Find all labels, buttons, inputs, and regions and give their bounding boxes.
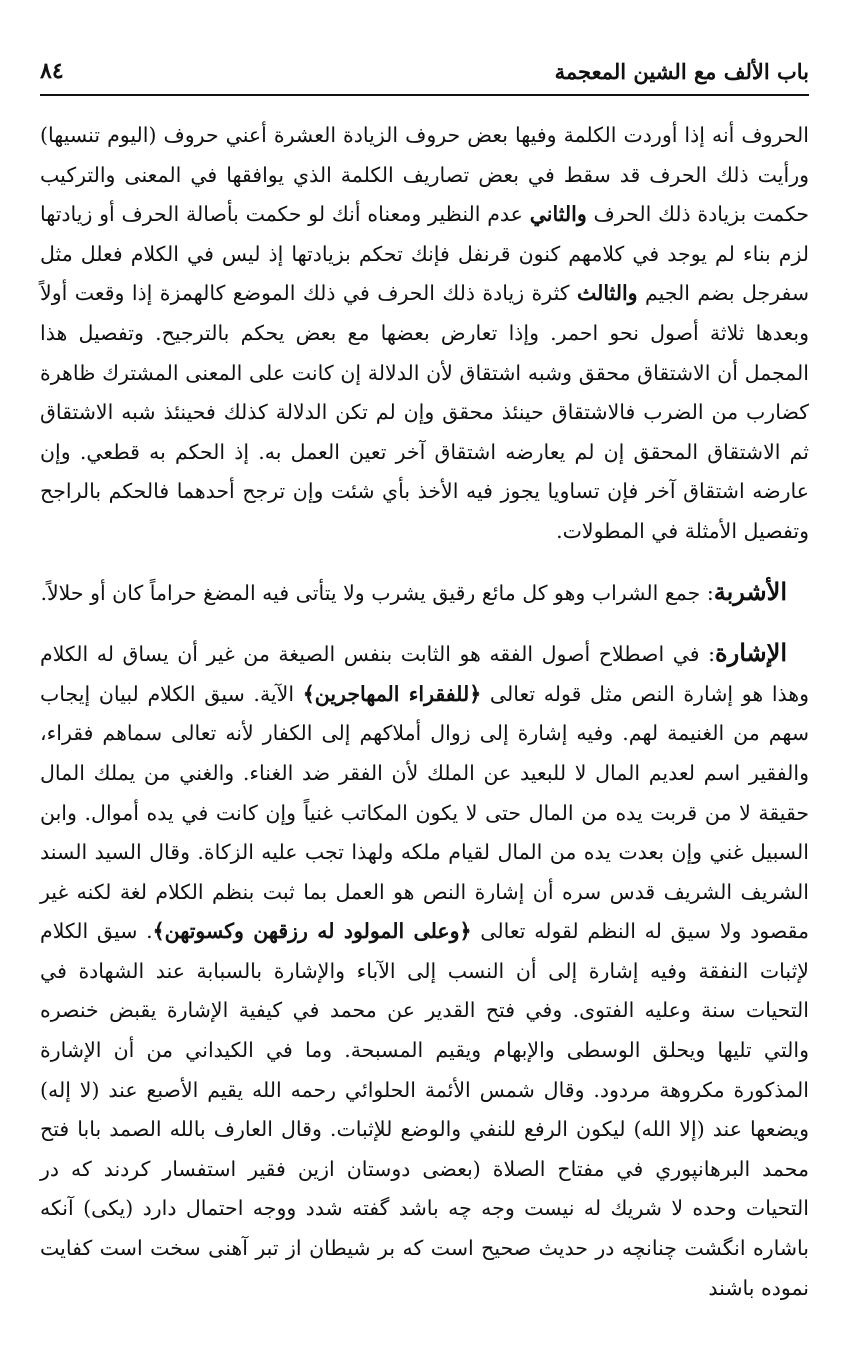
entry-text: : جمع الشراب وهو كل مائع رقيق يشرب ولا يتأتى فيه المضغ حراماً كان أو حلالاً. <box>40 580 714 605</box>
entry-text: . سيق الكلام لإثبات النفقة وفيه إشارة إلى أن النسب إلى الآباء والإشارة بالسبابة عند الشهادة في التحيات سنة وعليه الفتوى. وفي فتح القدير عن محمد في كيفية الإشارة يقبض خنصره والتي تليها ويحلق الوسطى والإبهام ويقيم المسبحة. وما في الكيداني من أن الإشارة المذكورة مكروهة مردود. وقال شمس الأئمة الحلوائي رحمه الله يقيم الأصبع عند (لا إله) ويضعها عند (إلا الله) ليكون الرفع للنفي والوضع للإثبات. وقال العارف بالله الصمد بابا فتح محمد البرهانپوري في مفتاح الصلاة (بعضى دوستان ازين فقير استفسار كردند كه در التحيات وحده لا شريك له نيست وجه چه باشد گفته شدد ووجه احتمال دارد (يكى) آنكه باشاره انگشت چنانچه در حديث صحيح است كه بر شيطان از تبر آهنى سخت است كفايت نموده باشند <box>40 919 809 1300</box>
entry-ishara <box>40 633 809 1308</box>
text-segment: عدم النظير ومعناه أنك لو حكمت بأصالة الحرف أو زيادتها لزم بناء لم يوجد في كلامهم كنون قرنفل فإنك تحكم بزيادتها إذ ليس في الكلام فعلل مثل سفرجل بضم الجيم <box>40 202 809 306</box>
quran-quote: ﴿للفقراء المهاجرين﴾ <box>302 681 482 706</box>
entry-text: الآية. سيق الكلام لبيان إيجاب سهم من الغنيمة لهم. وفيه إشارة إلى زوال أملاكهم إلى الكفار لأنه تعالى سماهم فقراء، والفقير اسم لعديم المال لا للبعيد عن الملك لأن الفقر ضد الغناء. والغني من يملك المال حقيقة لا من قربت يده من المال حتى لا يكون المكاتب غنياً وإن كانت في يده أموال. وابن السبيل غني وإن بعدت يده من المال لقيام ملكه ولهذا تجب عليه الزكاة. وقال السيد السند الشريف الشريف قدس سره أن إشارة النص هو العمل بما ثبت بنظم الكلام لغة لكنه غير مقصود ولا سيق له النظم لقوله تعالى <box>40 681 809 944</box>
page-body <box>40 116 809 1308</box>
entry-text: : في اصطلاح أصول الفقه هو الثابت بنفس الصيغة من غير أن يساق له الكلام وهذا هو إشارة النص مثل قوله تعالى <box>40 642 809 706</box>
running-title: باب الألف مع الشين المعجمة <box>554 58 809 84</box>
entry-term: الإشارة <box>715 638 787 668</box>
text-segment: كثرة زيادة ذلك الحرف في ذلك الموضع كالهمزة إذا وقعت أولاً وبعدها ثلاثة أصول نحو احمر. وإذا تعارض بعضها مع بعض يحكم بالترجيح. وتفصيل هذا المجمل أن الاشتقاق محقق وشبه اشتقاق لأن الدلالة إن كانت على المعنى المشترك ظاهرة كضارب من الضرب فالاشتقاق حينئذ محقق وإن لم تكن الدلالة كذلك فحينئذ شبه الاشتقاق ثم الاشتقاق المحقق إن لم يعارضه اشتقاق آخر تعين العمل به. إذ الحكم به قطعي. وإن عارضه اشتقاق آخر فإن تساويا يجوز فيه الأخذ بأي شئت وإن ترجح أحدهما فالحكم بالراجح وتفصيل الأمثلة في المطولات. <box>40 281 809 543</box>
header-rule <box>40 94 809 96</box>
page-header <box>40 50 809 92</box>
entry-term: الأشربة <box>713 576 787 606</box>
bold-term: والثالث <box>576 281 638 306</box>
page-number: ٨٤ <box>40 58 64 84</box>
paragraph-continuation <box>40 116 809 552</box>
bold-term: والثاني <box>529 202 587 227</box>
text-segment: الحروف أنه إذا أوردت الكلمة وفيها بعض حروف الزيادة العشرة أعني حروف (اليوم تنسيها) ورأيت ذلك الحرف قد سقط في بعض تصاريف الكلمة الذي يوافقها في المعنى والتركيب حكمت بزيادة ذلك الحرف <box>40 123 809 227</box>
entry-ashriba <box>40 572 809 614</box>
quran-quote: ﴿وعلى المولود له رزقهن وكسوتهن﴾ <box>152 919 472 944</box>
